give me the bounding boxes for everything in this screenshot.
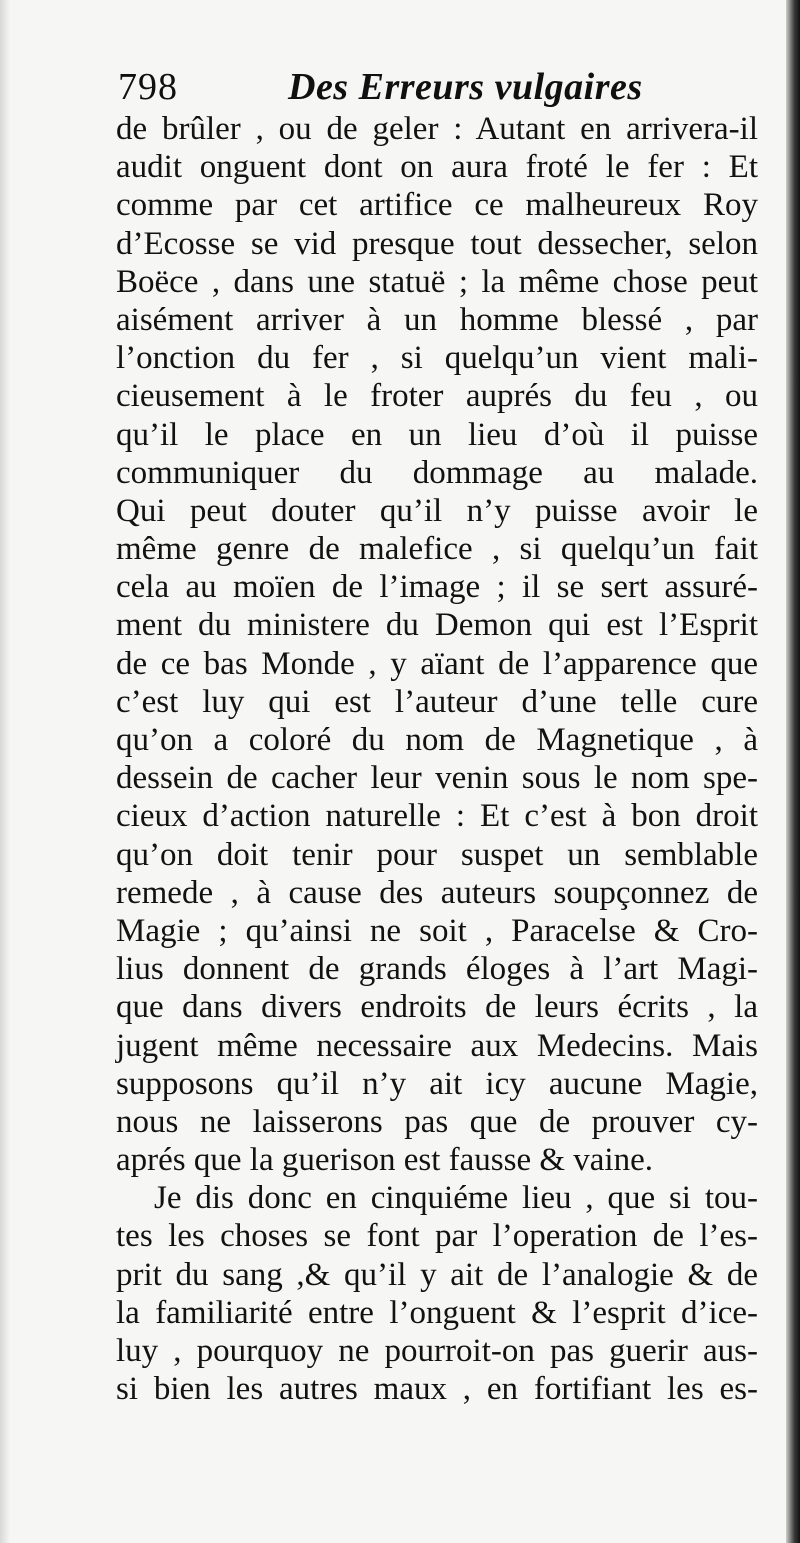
text-line: dessein de cacher leur venin sous le nom spe-	[116, 760, 758, 797]
text-line: même genre de malefice , si quelqu’un fait	[116, 531, 758, 568]
text-line: c’est luy qui est l’auteur d’une telle cure	[116, 683, 758, 720]
text-line: que dans divers endroits de leurs écrits , la	[116, 989, 758, 1026]
text-line: prit du sang ,& qu’il y ait de l’analogie & de	[116, 1256, 758, 1293]
text-line: ment du ministere du Demon qui est l’Esprit	[116, 607, 758, 644]
text-line: qu’on doit tenir pour suspet un semblable	[116, 836, 758, 873]
paragraph-end-line: aprés que la guerison est fausse & vaine.	[116, 1142, 653, 1179]
text-line: de brûler , ou de geler : Autant en arrivera-il	[116, 111, 758, 147]
text-line: cieux d’action naturelle : Et c’est à bon droit	[116, 798, 758, 835]
text-line: tes les choses se font par l’operation de l’es-	[116, 1218, 758, 1255]
text-line: cieusement à le froter auprés du feu , ou	[116, 378, 758, 415]
text-line: communiquer du dommage au malade.	[116, 454, 758, 491]
text-line: la familiarité entre l’onguent & l’esprit d’ice-	[116, 1294, 758, 1331]
text-line: d’Ecosse se vid presque tout dessecher, selon	[116, 225, 758, 262]
text-line: qu’on a coloré du nom de Magnetique , à	[116, 722, 758, 758]
paragraph-start-line: Je dis donc en cinquiéme lieu , que si tou-	[154, 1180, 758, 1217]
text-line: lius donnent de grands éloges à l’art Magi-	[116, 951, 758, 988]
text-line: l’onction du fer , si quelqu’un vient mali-	[116, 340, 758, 377]
page-left-edge	[0, 0, 10, 1543]
text-line: aisément arriver à un homme blessé , par	[116, 301, 758, 338]
text-line: qu’il le place en un lieu d’où il puisse	[116, 416, 758, 453]
text-line: supposons qu’il n’y ait icy aucune Magie,	[116, 1065, 758, 1102]
text-line: de ce bas Monde , y aïant de l’apparence que	[116, 645, 758, 682]
text-line: remede , à cause des auteurs soupçonnez de	[116, 874, 758, 911]
text-line: cela au moïen de l’image ; il se sert assuré-	[116, 569, 758, 606]
body-text	[116, 110, 758, 1408]
text-line: nous ne laisserons pas que de prouver cy-	[116, 1103, 758, 1140]
text-line: comme par cet artifice ce malheureux Roy	[116, 187, 758, 224]
text-line: Boëce , dans une statuë ; la même chose peut	[116, 263, 758, 300]
text-line: audit onguent dont on aura froté le fer : Et	[116, 149, 758, 186]
book-gutter	[786, 0, 800, 1543]
text-line: jugent même necessaire aux Medecins. Mais	[116, 1027, 758, 1064]
page-header	[118, 62, 758, 112]
text-line: luy , pourquoy ne pourroit-on pas guerir aus-	[116, 1333, 758, 1369]
page-number: 798	[118, 66, 178, 108]
running-title: Des Erreurs vulgaires	[288, 66, 643, 108]
text-line: Qui peut douter qu’il n’y puisse avoir le	[116, 492, 758, 529]
text-line: Magie ; qu’ainsi ne soit , Paracelse & Cro-	[116, 912, 758, 949]
text-line: si bien les autres maux , en fortifiant les es-	[116, 1371, 758, 1408]
